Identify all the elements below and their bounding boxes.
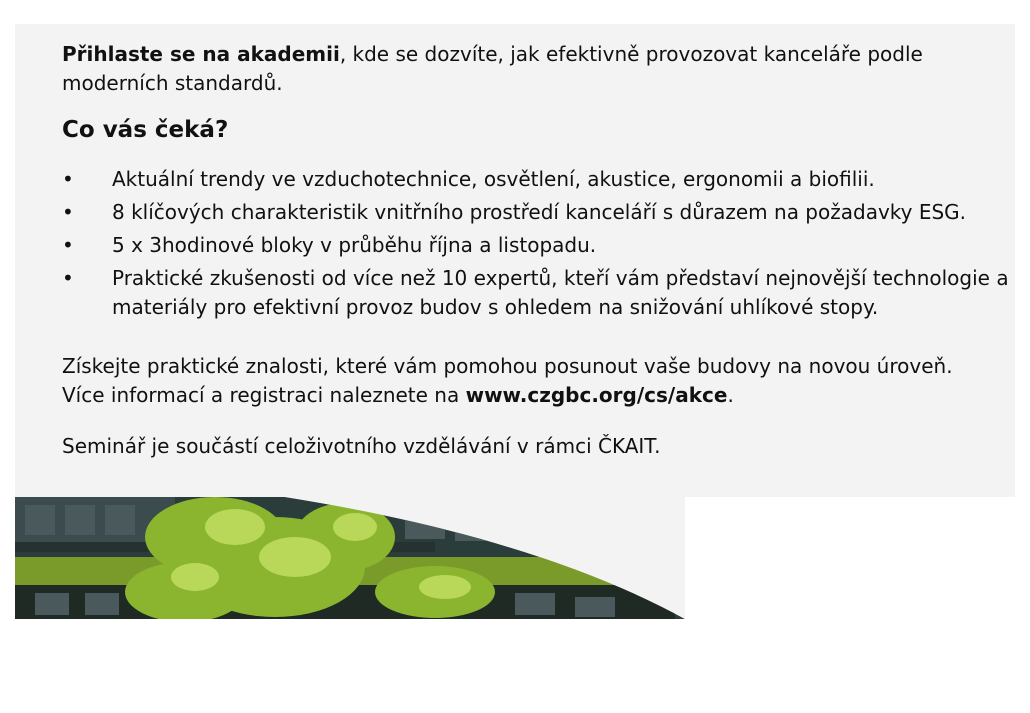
list-item <box>62 264 1012 322</box>
info-line-2-prefix: Více informací a registraci naleznete na <box>62 383 466 407</box>
list-item <box>62 198 1012 227</box>
list-item <box>62 231 1012 260</box>
info-paragraph <box>62 352 1002 410</box>
info-line-1: Získejte praktické znalosti, které vám pomohou posunout vaše budovy na novou úroveň. <box>62 354 953 378</box>
intro-text: , kde se dozvíte, jak efektivně provozovat kanceláře podle moderních standardů. <box>62 42 923 95</box>
list-item-text: 5 x 3hodinové bloky v průběhu října a listopadu. <box>112 233 597 257</box>
list-item-text: Aktuální trendy ve vzduchotechnice, osvětlení, akustice, ergonomii a biofilii. <box>112 167 875 191</box>
intro-bold: Přihlaste se na akademii <box>62 42 340 66</box>
bullet-icon: • <box>62 167 74 191</box>
bullet-icon: • <box>62 266 74 290</box>
website-link[interactable]: www.czgbc.org/cs/akce <box>465 383 728 407</box>
list-item-text: Praktické zkušenosti od více než 10 expertů, kteří vám představí nejnovější technologie a materiály pro efektivní provoz budov s ohledem na snižování uhlíkové stopy. <box>112 266 1009 319</box>
list-item <box>62 165 1012 194</box>
ckait-note: Seminář je součástí celoživotního vzdělávání v rámci ČKAIT. <box>62 434 661 458</box>
info-line-2 <box>62 381 1002 410</box>
bullet-icon: • <box>62 200 74 224</box>
building-photo <box>15 497 685 619</box>
list-item-text: 8 klíčových charakteristik vnitřního prostředí kanceláří s důrazem na požadavky ESG. <box>112 200 967 224</box>
section-heading: Co vás čeká? <box>62 117 229 143</box>
info-line-2-suffix: . <box>727 383 734 407</box>
bullet-icon: • <box>62 233 74 257</box>
bullet-list <box>62 165 1012 326</box>
intro-paragraph <box>62 40 1002 98</box>
